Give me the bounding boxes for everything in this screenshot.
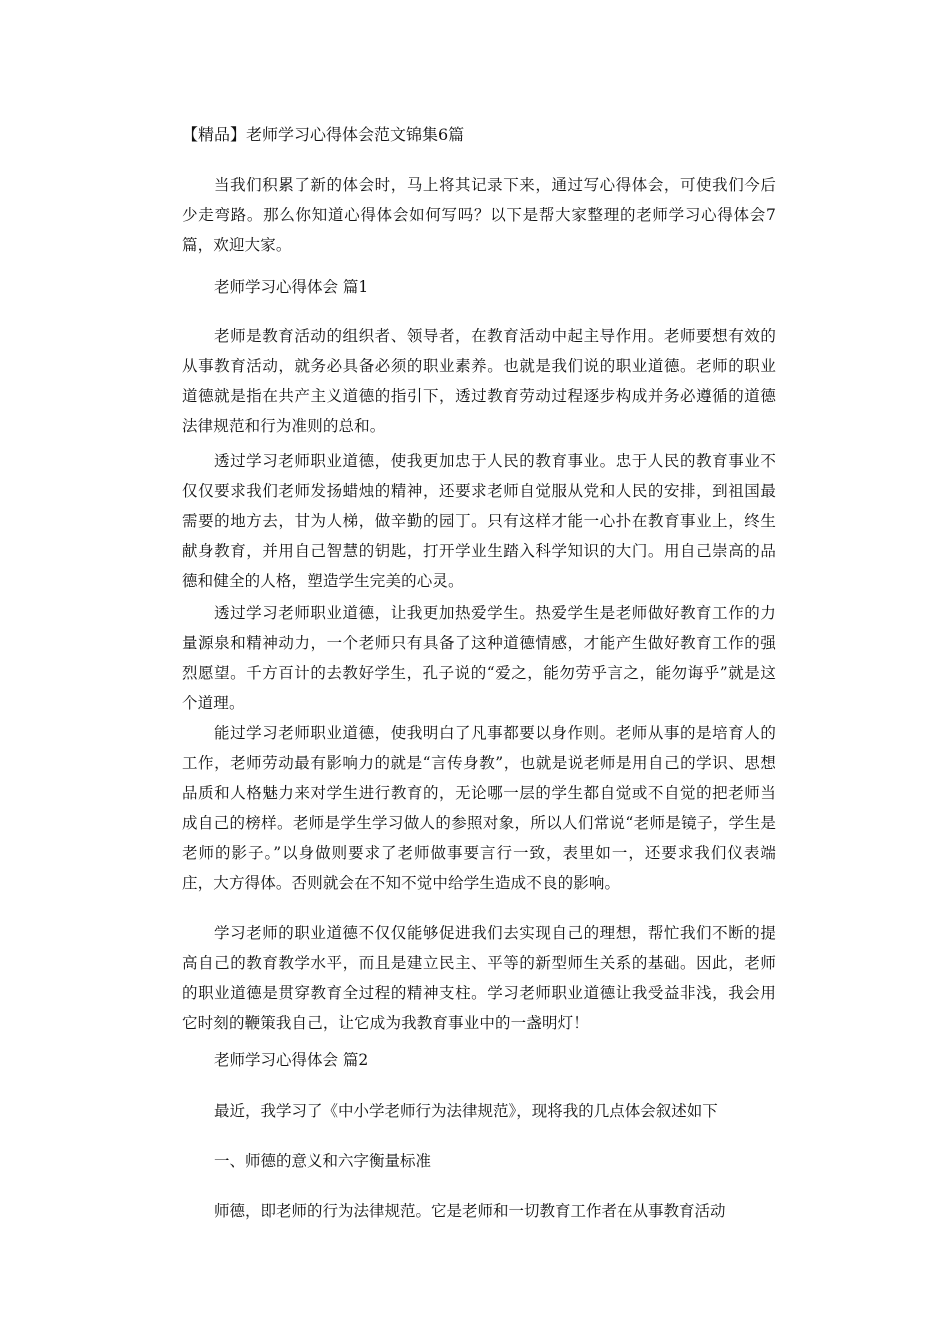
section-2-intro: 最近，我学习了《中小学老师行为法律规范》，现将我的几点体会叙述如下	[214, 1102, 718, 1120]
section-1-paragraph-5: 学习老师的职业道德不仅仅能够促进我们去实现自己的理想，帮忙我们不断的提高自己的教育教学水平，而且是建立民主、平等的新型师生关系的基础。因此，老师的职业道德是贯穿教育全过程的精神支柱。学习老师职业道德让我受益非浅，我会用它时刻的鞭策我自己，让它成为我教育事业中的一盏明灯！	[182, 924, 776, 1032]
section-1-paragraph-1: 老师是教育活动的组织者、领导者，在教育活动中起主导作用。老师要想有效的从事教育活动，就务必具备必须的职业素养。也就是我们说的职业道德。老师的职业道德就是指在共产主义道德的指引下，透过教育劳动过程逐步构成并务必遵循的道德法律规范和行为准则的总和。	[182, 327, 776, 435]
section-1-paragraph-3: 透过学习老师职业道德，让我更加热爱学生。热爱学生是老师做好教育工作的力量源泉和精神动力，一个老师只有具备了这种道德情感，才能产生做好教育工作的强烈愿望。千方百计的去教好学生，孔子说的“爱之，能勿劳乎言之，能勿诲乎”就是这个道理。	[182, 604, 776, 712]
section-2-partial-paragraph: 师德，即老师的行为法律规范。它是老师和一切教育工作者在从事教育活动	[214, 1202, 726, 1220]
section-1-paragraph-4: 能过学习老师职业道德，使我明白了凡事都要以身作则。老师从事的是培育人的工作，老师劳动最有影响力的就是“言传身教”，也就是说老师是用自己的学识、思想品质和人格魅力来对学生进行教育的，无论哪一层的学生都自觉或不自觉的把老师当成自己的榜样。老师是学生学习做人的参照对象，所以人们常说“老师是镜子，学生是老师的影子。”以身做则要求了老师做事要言行一致，表里如一，还要求我们仪表端庄，大方得体。否则就会在不知不觉中给学生造成不良的影响。	[182, 724, 776, 892]
intro-paragraph: 当我们积累了新的体会时，马上将其记录下来，通过写心得体会，可使我们今后少走弯路。那么你知道心得体会如何写吗？以下是帮大家整理的老师学习心得体会7篇，欢迎大家。	[182, 176, 776, 254]
section-2-subheading: 一、师德的意义和六字衡量标准	[214, 1152, 432, 1170]
section-2-heading: 老师学习心得体会 篇2	[214, 1051, 369, 1069]
section-1-paragraph-2: 透过学习老师职业道德，使我更加忠于人民的教育事业。忠于人民的教育事业不仅仅要求我们老师发扬蜡烛的精神，还要求老师自觉服从党和人民的安排，到祖国最需要的地方去，甘为人梯，做辛勤的园丁。只有这样才能一心扑在教育事业上，终生献身教育，并用自己智慧的钥匙，打开学业生踏入科学知识的大门。用自己崇高的品德和健全的人格，塑造学生完美的心灵。	[182, 452, 776, 590]
section-1-heading: 老师学习心得体会 篇1	[214, 278, 369, 296]
document-title: 【精品】老师学习心得体会范文锦集6篇	[182, 125, 465, 144]
